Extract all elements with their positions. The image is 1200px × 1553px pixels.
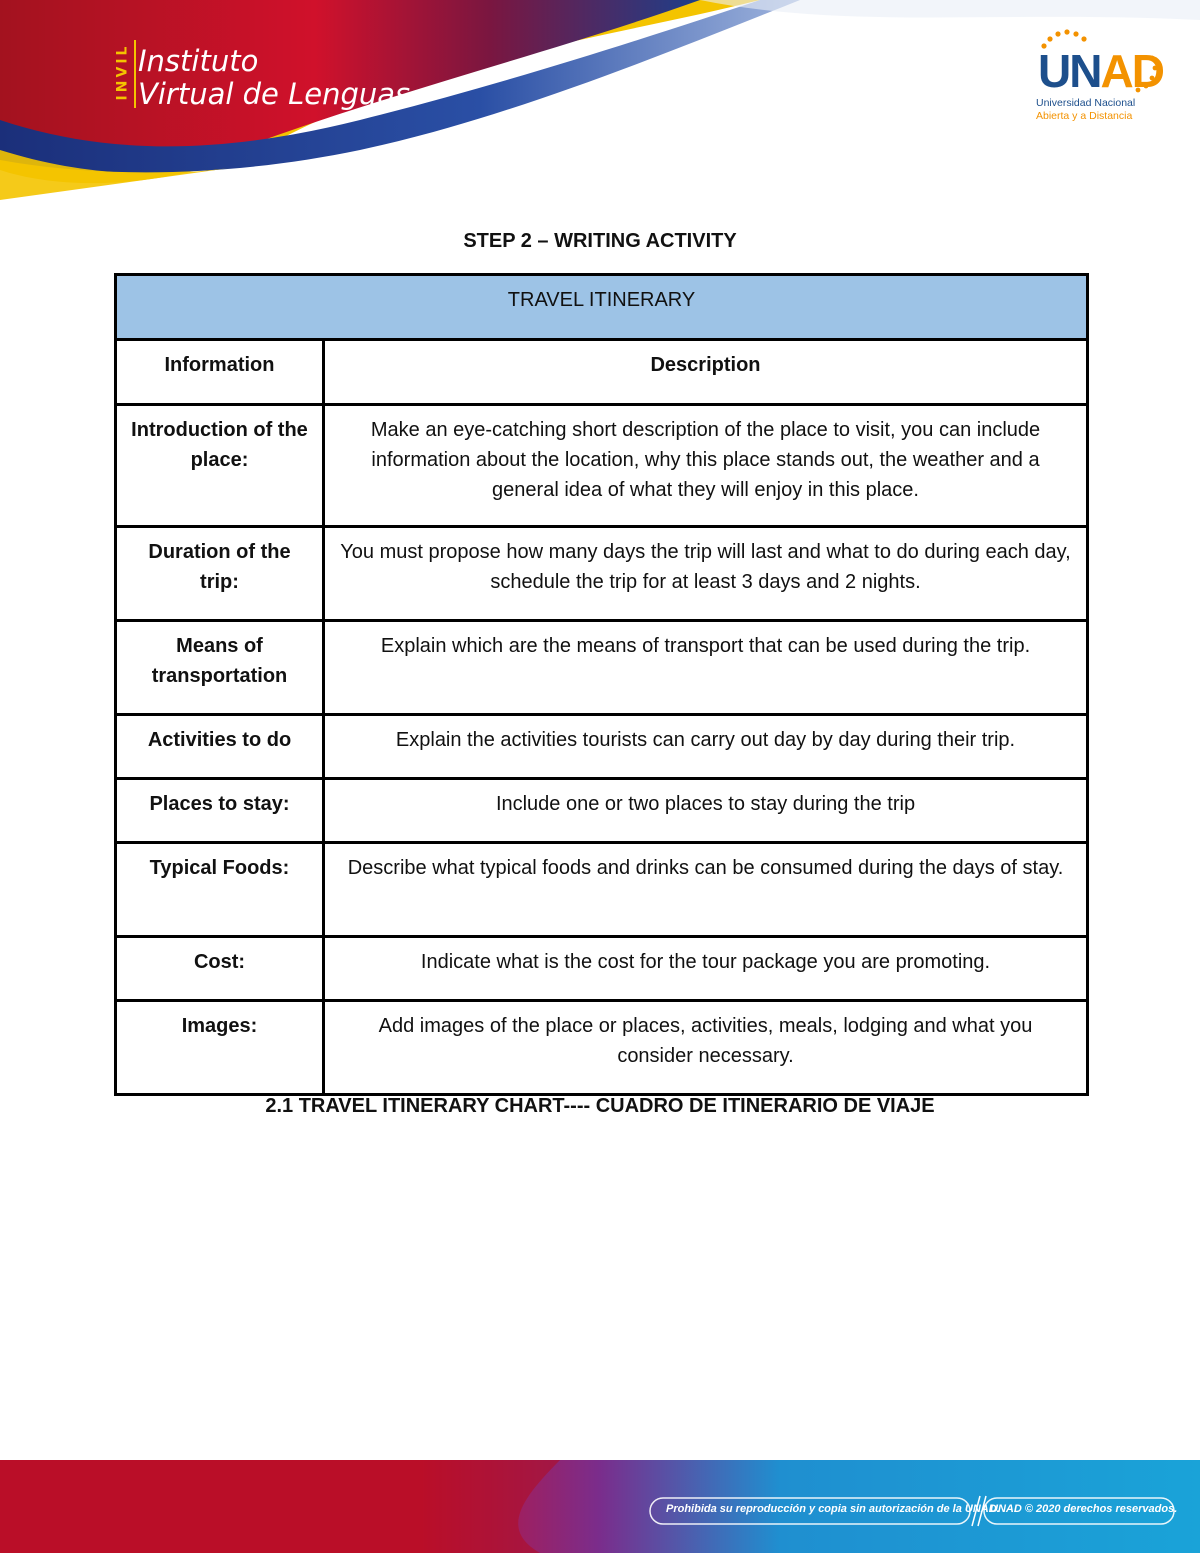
row-description: Add images of the place or places, activities, meals, lodging and what you consider necessary. [324,1001,1088,1095]
row-description: Explain which are the means of transport that can be used during the trip. [324,621,1088,715]
table-row [116,405,1088,527]
table-caption-row [116,275,1088,340]
row-info: Duration of the trip: [116,527,324,621]
unad-logo-line2: Abierta y a Distancia [1036,110,1133,122]
row-info: Images: [116,1001,324,1095]
table-row [116,843,1088,937]
footer-rights: UNAD © 2020 derechos reservados. [990,1503,1178,1515]
row-info: Means of transportation [116,621,324,715]
table-caption-below: 2.1 TRAVEL ITINERARY CHART---- CUADRO DE ITINERARIO DE VIAJE [265,1095,935,1117]
table-header-row [116,340,1088,405]
row-description: Explain the activities tourists can carry out day by day during their trip. [324,715,1088,779]
institute-name-line1: Instituto [138,44,259,78]
unad-logo-line1: Universidad Nacional [1036,97,1136,109]
row-info: Places to stay: [116,779,324,843]
table-row [116,1001,1088,1095]
row-info: Activities to do [116,715,324,779]
unad-logo-n: N [1069,45,1101,97]
row-description: Include one or two places to stay during the trip [324,779,1088,843]
column-header-information: Information [116,340,324,405]
table-row [116,715,1088,779]
table-caption: TRAVEL ITINERARY [116,275,1088,340]
row-info: Introduction of the place: [116,405,324,527]
footer-notice: Prohibida su reproducción y copia sin autorización de la UNAD. [666,1503,1000,1515]
institute-mark [100,40,136,108]
column-header-description: Description [324,340,1088,405]
row-description: Make an eye-catching short description of the place to visit, you can include information about the location, why this place stands out, the weather and a general idea of what they will enjoy in this place. [324,405,1088,527]
row-description: Describe what typical foods and drinks can be consumed during the days of stay. [324,843,1088,937]
row-description: You must propose how many days the trip will last and what to do during each day, schedule the trip for at least 3 days and 2 nights. [324,527,1088,621]
document-title: STEP 2 – WRITING ACTIVITY [463,230,737,252]
travel-itinerary-table [114,273,1089,1096]
table-row [116,621,1088,715]
unad-logo-ad: AD [1100,45,1163,97]
table-row [116,779,1088,843]
institute-mark-text: INVIL [114,43,131,101]
institute-name-line2: Virtual de Lenguas [138,77,411,111]
table-row [116,937,1088,1001]
row-info: Typical Foods: [116,843,324,937]
row-description: Indicate what is the cost for the tour package you are promoting. [324,937,1088,1001]
unad-logo [1038,44,1163,98]
row-info: Cost: [116,937,324,1001]
table-row [116,527,1088,621]
unad-logo-u: U [1038,45,1070,97]
